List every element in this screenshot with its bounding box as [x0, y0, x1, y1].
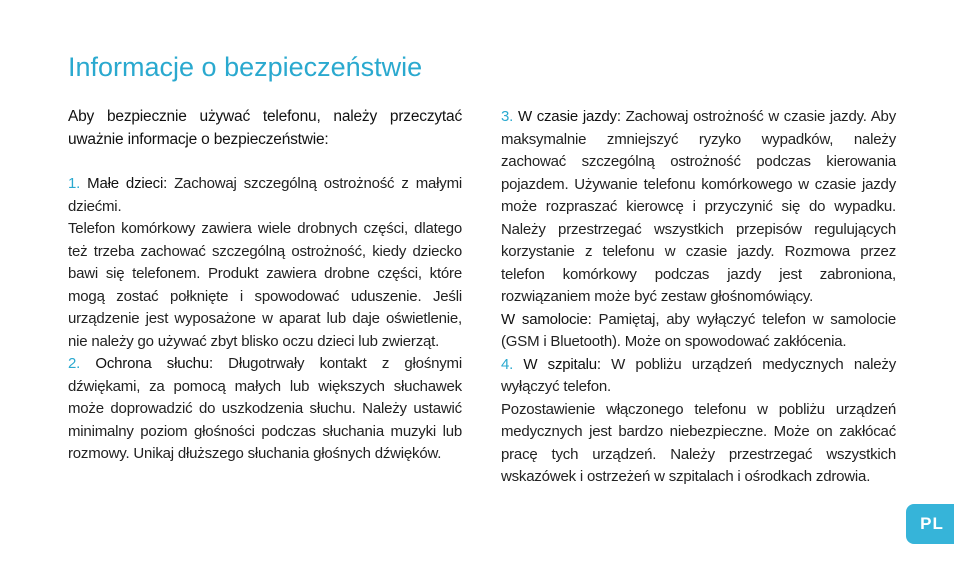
section-hospital-details: Pozostawienie włączonego telefonu w pobliżu urządzeń medycznych jest bardzo niebezpieczne. Może on zakłócać pracę tych urządzeń. Należy przestrzegać wszystkich wskazówek i ostrzeżeń w szpitalach i ośrodkach zdrowia. [501, 400, 896, 485]
section-heading: W czasie jazdy: [517, 108, 621, 125]
section-airplane [501, 309, 896, 354]
page-title: Informacje o bezpieczeństwie [68, 52, 423, 82]
section-text: W pobliżu urządzeń medycznych należy wyłączyć telefon. [501, 355, 896, 395]
spacer [68, 151, 462, 173]
right-column [501, 106, 896, 489]
section-heading: Małe dzieci: [87, 175, 168, 192]
section-small-children [68, 173, 462, 218]
left-column [68, 106, 462, 466]
section-hearing-protection [68, 353, 462, 466]
section-text: Pamiętaj, aby wyłączyć telefon w samolocie (GSM i Bluetooth). Może on spowodować zakłócenia. [501, 310, 896, 350]
language-badge: PL [906, 504, 954, 544]
section-number: 4. [501, 355, 514, 373]
section-heading: W szpitalu: [523, 355, 601, 373]
section-number: 2. [68, 355, 81, 372]
section-small-children-details: Telefon komórkowy zawiera wiele drobnych części, dlatego też trzeba zachować szczególną ostrożność, kiedy dziecko bawi się telefonem. Produkt zawiera drobne części, które mogą zostać połknięte i spowodować uduszenie. Jeśli urządzenie jest wyposażone w aparat lub daje oświetlenie, nie należy go używać zbyt blisko oczu dzieci lub zwierząt. [68, 220, 462, 350]
section-text: Zachowaj ostrożność w czasie jazdy. Aby maksymalnie zmniejszyć ryzyko wypadków, należy zachować szczególną ostrożność podczas kierowania pojazdem. Używanie telefonu komórkowego w czasie jazdy może rozpraszać kierowcę i przyczynić się do wypadku. Należy przestrzegać wszystkich przepisów regulujących korzystanie z telefonu w czasie jazdy. Rozmowa przez telefon komórkowy podczas jazdy jest zabroniona, rozwiązaniem może być zestaw głośnomówiący. [501, 108, 896, 305]
intro-paragraph: Aby bezpiecznie używać telefonu, należy przeczytać uważnie informacje o bezpieczeństwie: [68, 108, 462, 148]
section-hospital [501, 354, 896, 399]
section-heading: W samolocie: [501, 310, 592, 328]
section-driving [501, 106, 896, 309]
section-text: Długotrwały kontakt z głośnymi dźwiękami, za pomocą małych lub większych słuchawek może doprowadzić do uszkodzenia słuchu. Należy ustawić minimalny poziom głośności podczas słuchania muzyki lub rozmowy. Unikaj dłuższego słuchania głośnych dźwięków. [68, 355, 462, 462]
section-number: 1. [68, 175, 81, 192]
section-number: 3. [501, 108, 514, 125]
section-text: Zachowaj szczególną ostrożność z małymi dziećmi. [68, 175, 463, 215]
section-heading: Ochrona słuchu: [95, 355, 213, 372]
